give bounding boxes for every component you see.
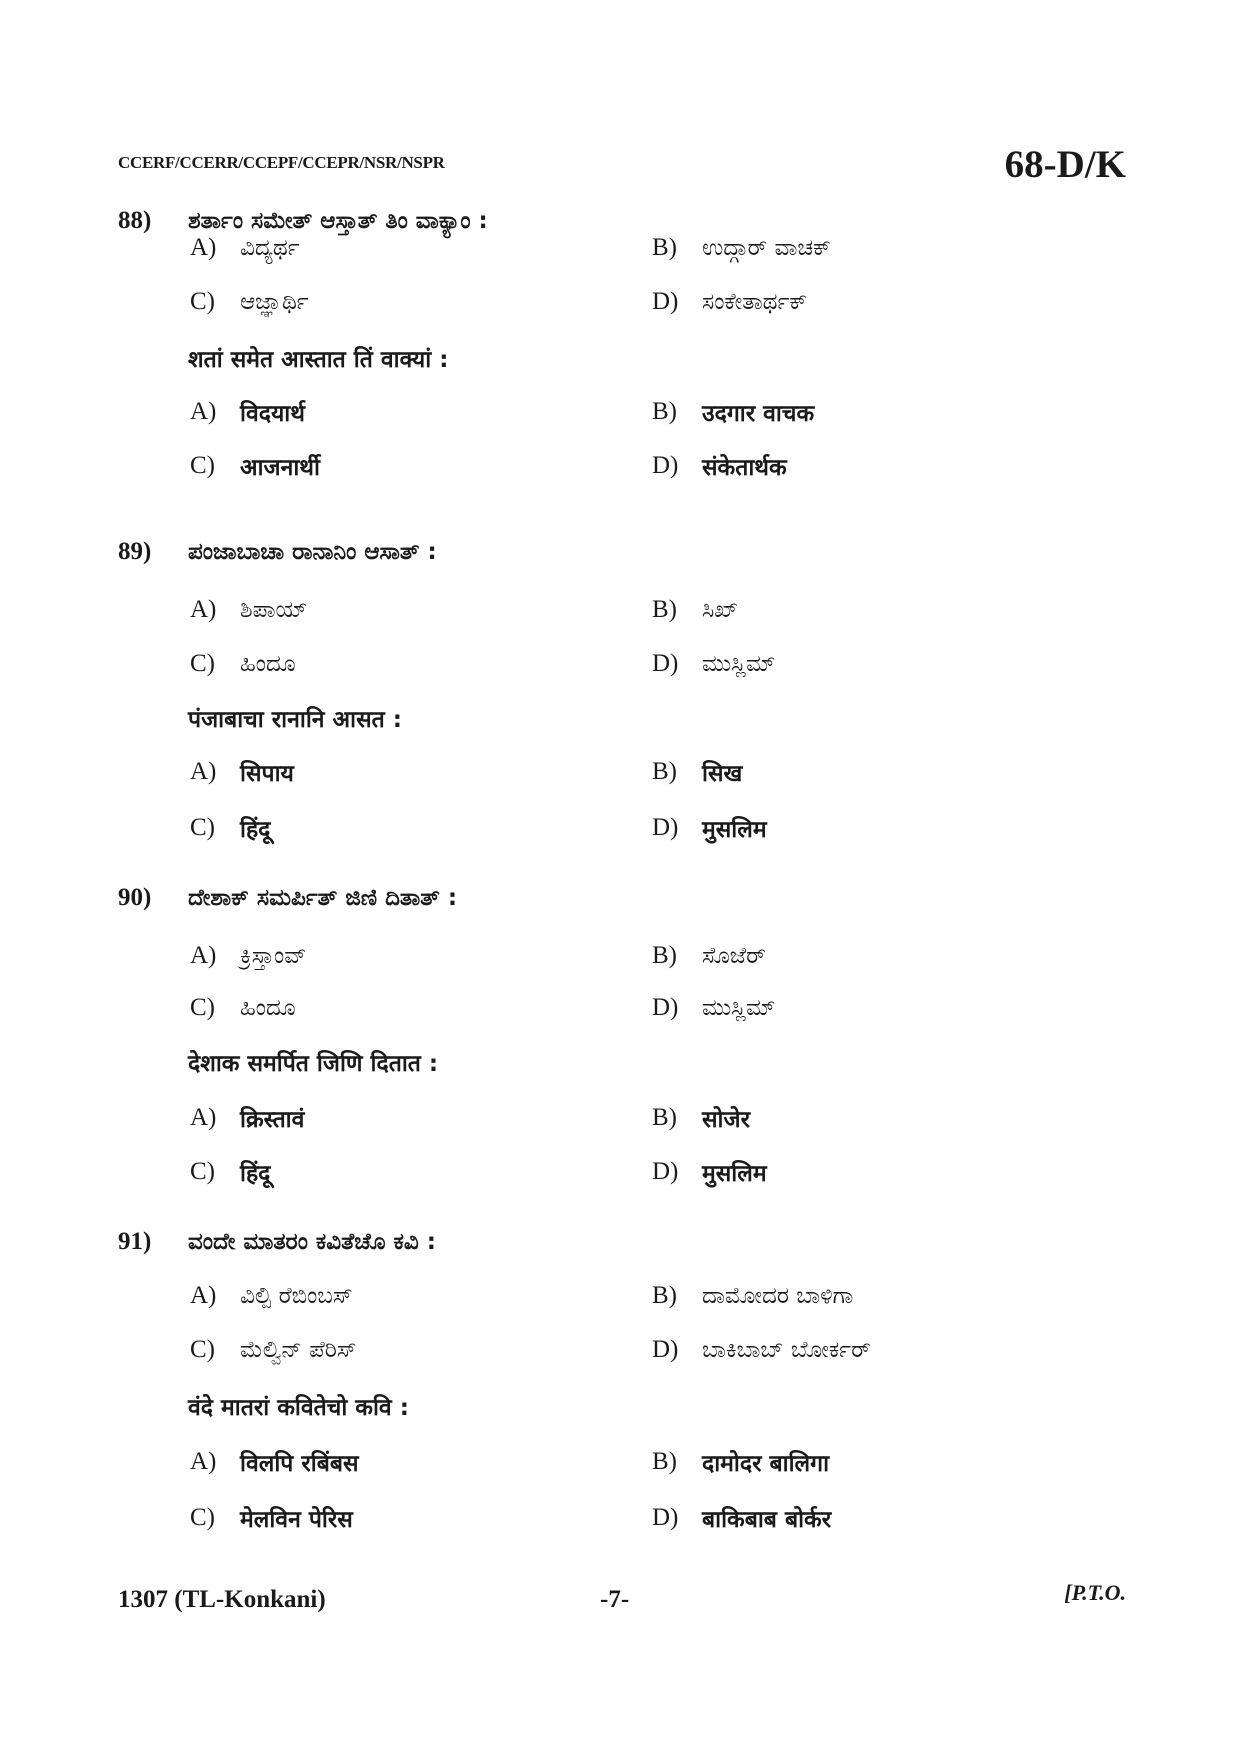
question-text-kannada: ಪಂಜಾಬಾಚಾ ರಾನಾನಿಂ ಆಸಾತ್ : [188, 539, 437, 565]
question-text-kannada: ವಂದೇ ಮಾತರಂ ಕವಿತೆಚೊ ಕವಿ : [188, 1229, 436, 1255]
option-d-kannada: D) ಬಾಕಿಬಾಬ್ ಬೋರ್ಕರ್ [652, 1336, 871, 1363]
option-b-devanagari: B) सिख [652, 758, 743, 787]
option-a-devanagari: A) क्रिस्तावं [190, 1104, 305, 1133]
option-a-kannada: A) ಕ್ರಿಸ್ತಾಂವ್ [190, 942, 307, 969]
option-d-devanagari: D) बाकिबाब बोर्कर [652, 1504, 832, 1533]
question-text-devanagari: देशाक समर्पित जिणि दितात : [188, 1051, 439, 1077]
option-b-devanagari: B) उदगार वाचक [652, 398, 815, 427]
paper-code: 68-D/K [1004, 143, 1126, 186]
option-d-devanagari: D) संकेतार्थक [652, 452, 787, 481]
question-number: 88) [118, 207, 152, 234]
please-turn-over: [P.T.O. [1064, 1580, 1126, 1605]
option-a-kannada: A) ವಿಲ್ಪಿ ರೆಬಿಂಬಸ್ [190, 1282, 353, 1309]
option-d-devanagari: D) मुसलिम [652, 1158, 767, 1187]
question-text-kannada: ದೇಶಾಕ್ ಸಮರ್ಪಿತ್ ಜಿಣಿ ದಿತಾತ್ : [188, 885, 458, 911]
option-a-kannada: A) ಶಿಪಾಯ್ [190, 596, 308, 623]
option-b-kannada: B) ಸಿಖ್ [652, 596, 739, 623]
option-a-devanagari: A) विलपि रबिंबस [190, 1448, 359, 1477]
option-c-kannada: C) ಆಜ್ಞಾರ್ಥಿ [190, 288, 309, 315]
option-c-kannada: C) ಹಿಂದೂ [190, 994, 296, 1021]
option-c-kannada: C) ಹಿಂದೂ [190, 650, 296, 677]
question-text-devanagari: पंजाबाचा रानानि आसत : [188, 707, 402, 733]
option-d-devanagari: D) मुसलिम [652, 814, 767, 843]
option-d-kannada: D) ಸಂಕೇತಾರ್ಥಕ್ [652, 288, 808, 315]
option-a-devanagari: A) विदयार्थ [190, 398, 305, 427]
question-text-kannada: ಶರ್ತಾಂ ಸಮೇತ್ ಆಸ್ತಾತ್ ತಿಂ ವಾಕ್ಯಾಂ : [188, 208, 488, 234]
question-text-devanagari: वंदे मातरां कवितेचो कवि : [188, 1395, 409, 1421]
option-d-kannada: D) ಮುಸ್ಲಿಮ್ [652, 650, 776, 677]
footer-exam-code: 1307 (TL-Konkani) [118, 1586, 326, 1613]
option-a-devanagari: A) सिपाय [190, 758, 294, 787]
question-text-devanagari: शतां समेत आस्तात तिं वाक्यां : [188, 347, 449, 373]
option-b-kannada: B) ದಾಮೋದರ ಬಾಳಿಗಾ [652, 1282, 854, 1309]
option-b-kannada: B) ಉದ್ಗಾರ್ ವಾಚಕ್ [652, 234, 831, 261]
option-c-devanagari: C) हिंदू [190, 1158, 271, 1187]
exam-code-header: CCERF/CCERR/CCEPF/CCEPR/NSR/NSPR [118, 153, 445, 172]
option-b-devanagari: B) दामोदर बालिगा [652, 1448, 830, 1477]
page-number: -7- [600, 1586, 630, 1613]
option-c-devanagari: C) आजनार्थी [190, 452, 320, 481]
option-c-devanagari: C) हिंदू [190, 814, 271, 843]
option-d-kannada: D) ಮುಸ್ಲಿಮ್ [652, 994, 776, 1021]
question-number: 90) [118, 884, 152, 911]
option-a-kannada: A) ವಿದ್ಯರ್ಥ [190, 234, 300, 261]
option-c-devanagari: C) मेलविन पेरिस [190, 1504, 353, 1533]
question-number: 91) [118, 1228, 152, 1255]
option-b-devanagari: B) सोजेर [652, 1104, 750, 1133]
question-number: 89) [118, 538, 152, 565]
option-b-kannada: B) ಸೊಜೆರ್ [652, 942, 766, 969]
option-c-kannada: C) ಮೆಲ್ವಿನ್ ಪೆರಿಸ್ [190, 1336, 357, 1363]
